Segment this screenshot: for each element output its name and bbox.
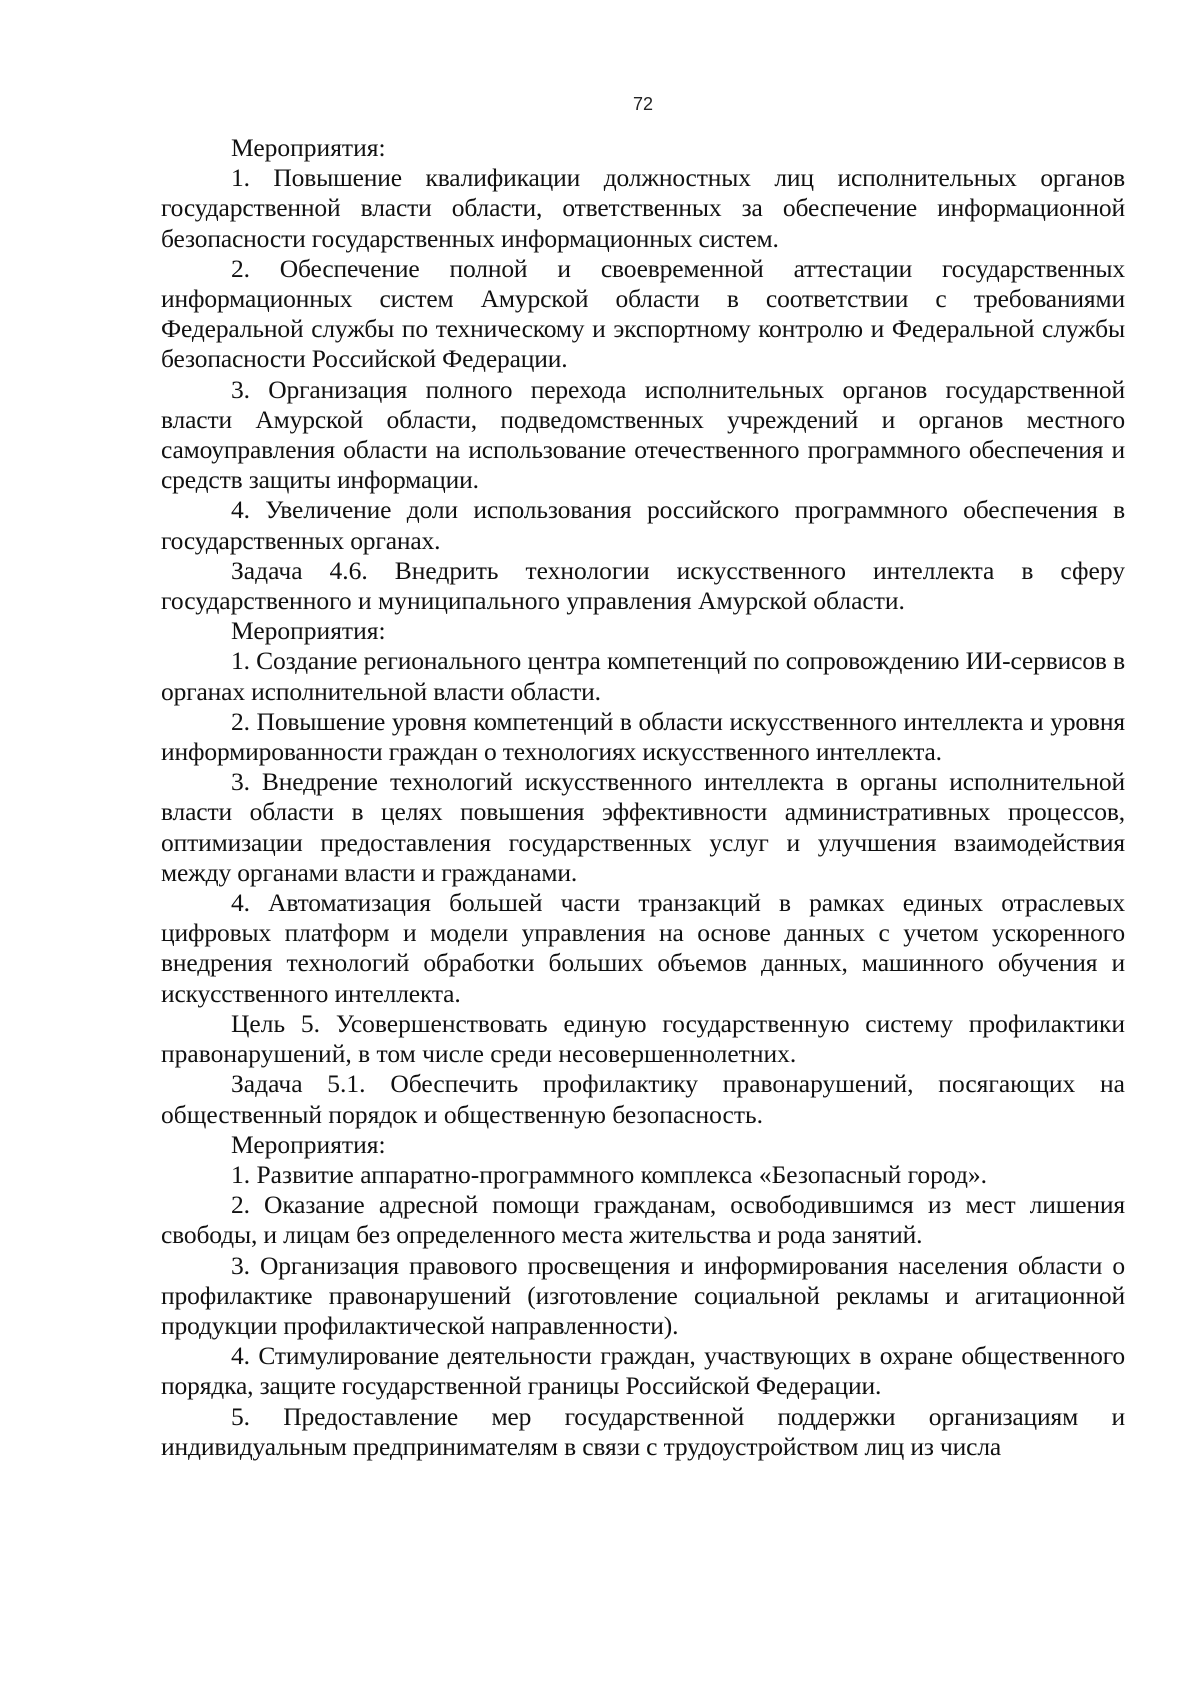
page-number: 72 (632, 94, 654, 114)
paragraph-goal: Цель 5. Усовершенствовать единую государственную систему профилактики правонарушений, в том числе среди несовершеннолетних. (161, 1008, 1125, 1069)
paragraph-measure-item: 4. Автоматизация большей части транзакций в рамках единых отраслевых цифровых платформ и модели управления на основе данных с учетом ускоренного внедрения технологий обработки больших объемов данных, машинного обучения и искусственного интеллекта. (161, 888, 1125, 1008)
paragraph-measure-item: 4. Увеличение доли использования российского программного обеспечения в государственных органах. (161, 495, 1125, 555)
paragraph-task: Задача 5.1. Обеспечить профилактику правонарушений, посягающих на общественный порядок и общественную безопасность. (161, 1069, 1125, 1129)
paragraph-measure-item: 3. Организация полного перехода исполнительных органов государственной власти Амурской области, подведомственных учреждений и органов местного самоуправления области на использование отечественного программного обеспечения и средств защиты информации. (161, 374, 1125, 495)
paragraph-measure-item: 3. Внедрение технологий искусственного интеллекта в органы исполнительной власти области в целях повышения эффективности административных процессов, оптимизации предоставления государственных услуг и улучшения взаимодействия между органами власти и гражданами. (161, 767, 1125, 887)
paragraph-measure-item: 1. Создание регионального центра компетенций по сопровождению ИИ-сервисов в органах исполнительной власти области. (161, 646, 1125, 706)
paragraph-measure-item: 2. Обеспечение полной и своевременной аттестации государственных информационных систем Амурской области в соответствии с требованиями Федеральной службы по техническому и экспортному контролю и Федеральной службы безопасности Российской Федерации. (161, 253, 1125, 374)
paragraph-measure-item: 2. Оказание адресной помощи гражданам, освободившимся из мест лишения свободы, и лицам без определенного места жительства и рода занятий. (161, 1190, 1125, 1250)
document-page (161, 0, 1125, 1695)
paragraph-measure-item: 2. Повышение уровня компетенций в области искусственного интеллекта и уровня информированности граждан о технологиях искусственного интеллекта. (161, 706, 1125, 767)
paragraph-measure-item: 1. Развитие аппаратно-программного комплекса «Безопасный город». (231, 1159, 988, 1189)
paragraph-measure-item: 5. Предоставление мер государственной поддержки организациям и индивидуальным предпринимателям в связи с трудоустройством лиц из числа (161, 1401, 1125, 1461)
paragraph-measures-heading: Мероприятия: (231, 616, 386, 646)
paragraph-measure-item: 1. Повышение квалификации должностных лиц исполнительных органов государственной власти области, ответственных за обеспечение информационной безопасности государственных информационных систем. (161, 163, 1125, 253)
paragraph-measure-item: 4. Стимулирование деятельности граждан, участвующих в охране общественного порядка, защите государственной границы Российской Федерации. (161, 1341, 1125, 1401)
paragraph-task: Задача 4.6. Внедрить технологии искусственного интеллекта в сферу государственного и муниципального управления Амурской области. (161, 555, 1125, 616)
document-body (161, 133, 1125, 1462)
paragraph-measure-item: 3. Организация правового просвещения и информирования населения области о профилактике правонарушений (изготовление социальной рекламы и агитационной продукции профилактической направленности). (161, 1250, 1125, 1340)
paragraph-measures-heading: Мероприятия: (231, 133, 386, 162)
paragraph-measures-heading: Мероприятия: (231, 1129, 386, 1159)
